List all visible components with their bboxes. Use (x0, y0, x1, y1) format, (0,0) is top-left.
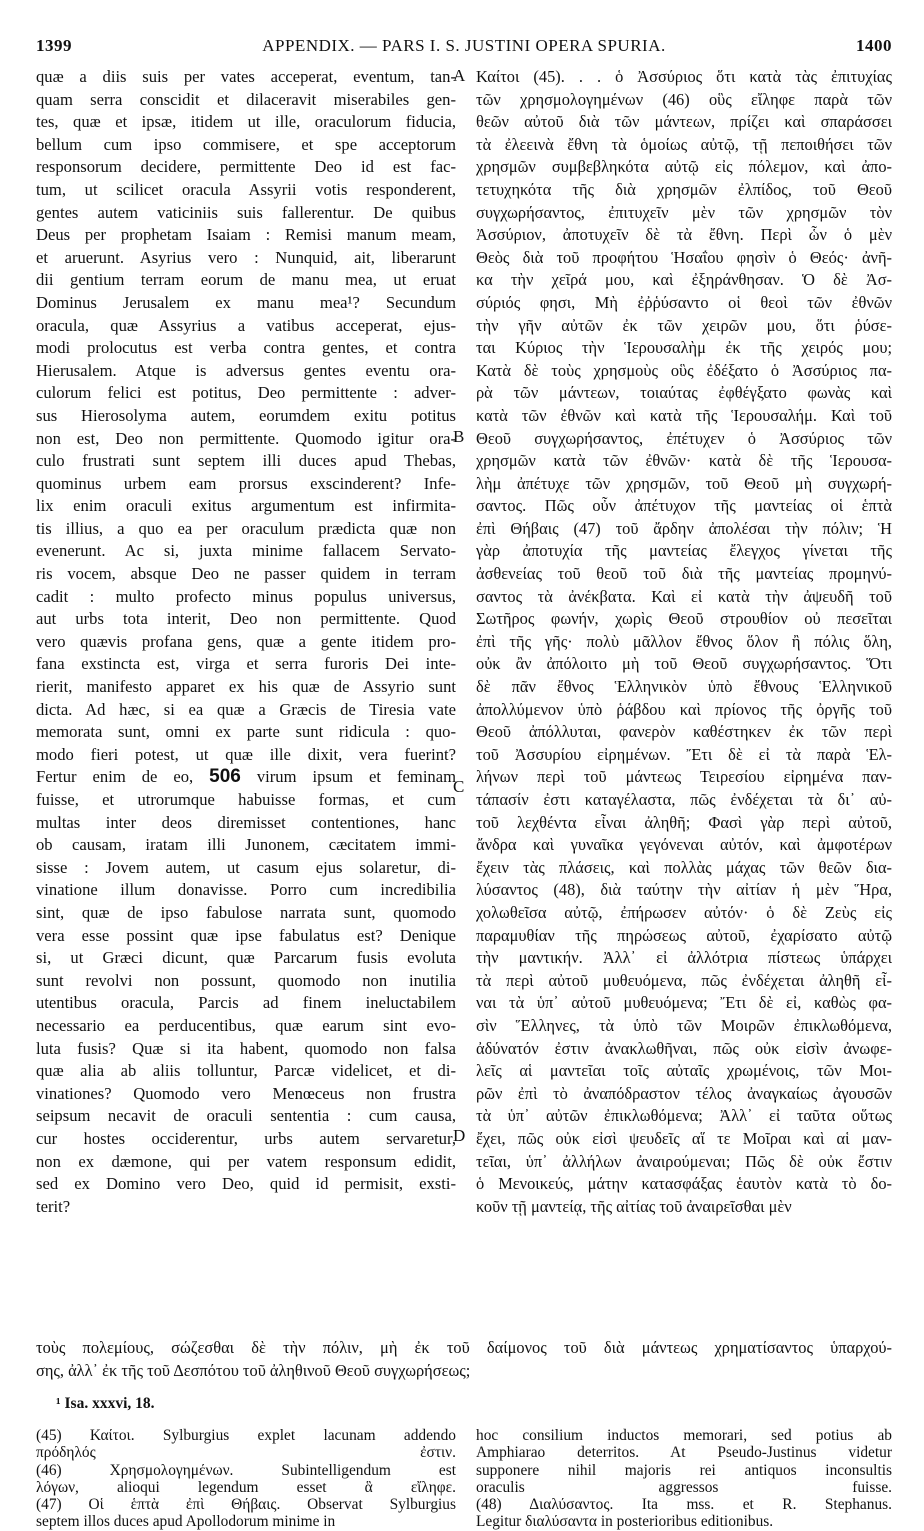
latin-text-line: oracula, quæ Assyrius a vatibus acceperat, ejus- (36, 315, 456, 335)
latin-text-line: sint, quæ de ipso fabulose narrata sunt, quomodo (36, 902, 456, 922)
greek-text-line: χολωθεῖσα αὐτῷ, ἐπήρωσεν αὐτόν· ὁ δὲ Ζεὺς εἰς (476, 902, 892, 922)
greek-column (476, 66, 892, 1218)
footnote-line: (47) Οἱ ἑπτὰ ἐπὶ Θήβαις. Observat Sylburgius (36, 1496, 456, 1514)
latin-column (36, 66, 456, 1218)
greek-text-line: τὴν μαντικήν. Ἀλλ᾽ εἰ ἀλλότρια πίστεως ὑπάρχει (476, 948, 892, 968)
latin-text-line: cadit : multo profecto minus populus universus, (36, 586, 456, 606)
greek-text-line: Κατὰ δὲ τοὺς χρησμοὺς οὓς ἐδέξατο ὁ Ἀσσύριος πα- (476, 360, 892, 380)
footnote-line: (46) Χρησμολογημένων. Subintelligendum est (36, 1461, 456, 1479)
margin-marker-c: C (453, 777, 465, 796)
page-number-right: 1400 (856, 36, 892, 55)
latin-text-line: modi prolocutus est verba contra gentes, et contra (36, 338, 456, 358)
latin-text-segment: virum ipsum et feminam (256, 767, 456, 787)
latin-text-line: non est, Deo non permittente. Quomodo igitur ora- (36, 428, 456, 448)
greek-text-line: ται Κύριος τὴν Ἱερουσαλὴμ ἐκ τῆς χειρός μου; (476, 338, 892, 358)
latin-text-line: tis illius, a quo ea per oraculum prædicta quæ non (36, 518, 456, 538)
latin-text-line: quæ alia ab aliis tolluntur, Parcæ videlicet, et di- (36, 1061, 456, 1081)
greek-text-line: ἀδύνατόν ἐστιν ἀνακλωθῆναι, πῶς οὐκ εἰσὶν ἀνωφε- (476, 1038, 892, 1058)
latin-text-line: vero quævis profana gens, quæ a gente itidem pro- (36, 631, 456, 651)
footnote-line: septem illos duces apud Apollodorum minime in (36, 1513, 336, 1531)
latin-text-line: vinatione illum donavisse. Porro cum incredibilia (36, 880, 456, 900)
latin-text-line: evenerunt. Ac si, juxta minime fallacem Servato- (36, 541, 456, 561)
footnotes-right (476, 1427, 892, 1531)
footnote-line: λόγων, alioqui legendum esset ἃ εἴληφε. (36, 1478, 456, 1496)
latin-text-line: quominus urbem eam prorsus exscinderent? Infe- (36, 473, 456, 493)
greek-text-line: κοῦν τῇ μαντείᾳ, τῆς αἰτίας τοῦ ἀναιρεῖσθαι μὲν (476, 1196, 792, 1216)
greek-text-line: Θεοῦ συγχωρήσαντος, ἐπέτυχεν ὁ Ἀσσύριος τῶν (476, 428, 892, 448)
latin-text-line: tes, quæ et ipsæ, itidem ut ille, oraculorum fiducia, (36, 112, 456, 132)
greek-text-line: ἀπολλύμενον ὑπὸ ῥάβδου καὶ πρίονος τῆς ὀργῆς τοῦ (476, 699, 892, 719)
greek-text-line: κατὰ τῶν ἐθνῶν καὶ κατὰ τῆς Ἱερουσαλήμ. Καὶ τοῦ (476, 405, 892, 425)
footnote-line: hoc consilium inductos memorari, sed potius ab (476, 1427, 892, 1444)
greek-text-line: ναι τὰ ὑπ᾽ αὐτοῦ μυθευόμενα; Ἔτι δὲ εἰ, καθὼς φα- (476, 993, 892, 1013)
latin-text-line: vinationes? Quomodo vero Menœceus non frustra (36, 1083, 456, 1103)
latin-text-line: sus Hierosolyma autem, eorumdem exitu potitus (36, 405, 456, 425)
latin-text-line: utentibus oracula, Parcis ad finem ineluctabilem (36, 993, 456, 1013)
latin-text-segment: Fertur enim de eo, (36, 767, 194, 787)
greek-text-line: ἐπὶ τῆς γῆς· πολὺ μᾶλλον ἔθνος ὅλον ἢ πόλις ὅλη, (476, 631, 892, 651)
greek-text-line: συγχωρήσαντος, ἐπιτυχεῖν μὲν τῶν χρησμῶν τὸν (476, 202, 892, 222)
latin-text-line: gentes autem vaticiniis suis fallerentur. De quibus (36, 202, 456, 222)
latin-text-line: seipsum necavit de oraculi sententia : cum causa, (36, 1106, 456, 1126)
latin-text-line: quam serra conscidit et dilaceravit miserabiles gen- (36, 89, 456, 109)
footnotes-left (36, 1427, 456, 1531)
greek-text-line: ρῶν ἐπὶ τὸ ἀναπόδραστον τέλος ἀναγκαίως ἀγουσῶν (476, 1083, 892, 1103)
greek-text-line: τάπασίν ἐστι καταγέλαστα, πῶς ἐνδέχεται τὰ δι᾽ αὐ- (476, 790, 892, 809)
greek-text-line: Θεοῦ ἀπόλλυται, φανερὸν καθέστηκεν ἐκ τῶν περὶ (476, 722, 892, 742)
footnote-line: (48) Διαλύσαντος. Ita mss. et R. Stephanus. (476, 1496, 892, 1514)
latin-text-line: fana exstincta est, virga et serra furoris Dei inte- (36, 654, 456, 674)
greek-text-line: τὰ ἐλεεινὰ ἔθνη τὰ ὁμοίως αὐτῷ, τῇ πεποιθήσει τῶν (476, 134, 892, 154)
greek-text-line: παραμυθίαν τῆς πηρώσεως αὐτοῦ, ἐχαρίσατο αὐτῷ (476, 925, 892, 945)
latin-text-line: quæ a diis suis per vates acceperat, eventum, tan- (36, 67, 456, 86)
latin-text-line: necessario ea perducentibus, quæ earum sint evo- (36, 1015, 456, 1035)
greek-text-line: ἀσθενείας τοῦ θεοῦ τοῦ διὰ τῆς μαντείας προμηνύ- (476, 564, 892, 584)
full-width-text (36, 1337, 892, 1382)
greek-text-line: σὶν Ἕλληνες, τὰ ὑπὸ τῶν Μοιρῶν ἐπικλωθόμενα, (476, 1015, 892, 1035)
greek-text-line: Θεὸς διὰ τοῦ προφήτου Ἡσαΐου φησὶν ὁ Θεός· ἀνῆ- (476, 247, 892, 267)
greek-text-line: λεῖς αἱ μαντεῖαι τοῖς αὐταῖς χρωμένοις, τῶν Μοι- (476, 1061, 892, 1081)
latin-text-line: vera esse possint quæ ipse fabulatus est? Denique (36, 925, 456, 945)
greek-text-line: σης, ἀλλ᾽ ἐκ τῆς τοῦ Δεσπότου τοῦ ἀληθινοῦ Θεοῦ συγχωρήσεως; (36, 1360, 471, 1380)
greek-text-line: σαντος τὰ ἀνέκβατα. Καὶ εἰ κατὰ τὴν ἀψευδῆ τοῦ (476, 586, 892, 606)
latin-text-line: ob causam, iratam illi Junonem, cæcitatem immi- (36, 835, 456, 855)
page-number-left: 1399 (36, 36, 72, 55)
latin-text-line: rierit, manifesto apparet ex his quæ de Assyrio sunt (36, 677, 456, 697)
greek-text-line: χρησμῶν συμβεβληκότα αὐτῷ εἰς πόλεμον, καὶ ἀπο- (476, 157, 892, 177)
latin-text-line: modo fieri potest, ut quæ ille dixit, vera fuerint? (36, 744, 456, 764)
latin-text-line: culorum felici est potitus, Deo permittente : adver- (36, 383, 456, 403)
latin-text-line: Dominus Jerusalem ex manu mea¹? Secundum (36, 292, 456, 312)
margin-marker-a: A (453, 66, 466, 85)
latin-text-line: cur hostes occiderentur, urbs autem servaretur, (36, 1128, 456, 1148)
greek-text-line: λὴμ ἀπέτυχε τῶν χρησμῶν, τοῦ Θεοῦ μὴ συγχωρή- (476, 473, 892, 493)
footnote-line: Legitur διαλύσαντα in posterioribus editionibus. (476, 1513, 774, 1531)
latin-text-line: et aruerunt. Asyrius vero : Nunquid, ait, liberarunt (36, 247, 456, 267)
running-title: APPENDIX. — PARS I. S. JUSTINI OPERA SPURIA. (262, 36, 666, 55)
greek-text-line: σαντος. Πῶς οὖν ἀπέτυχον τῆς μαντείας οἱ ἑπτὰ (476, 496, 892, 516)
greek-text-line: ρὰ τῶν μάντεων, τοιαύτας ἐφθέγξατο φωνὰς καὶ (476, 383, 892, 403)
latin-text-line: Hierusalem. Atque is adversus gentes eventu ora- (36, 360, 456, 380)
latin-text-line: terit? (36, 1196, 71, 1216)
greek-text-line: λήνων περὶ τοῦ μάντεως Τειρεσίου εἰρημένα παν- (476, 767, 892, 787)
latin-text-line: sunt revolvi non possunt, quomodo non inutilia (36, 970, 456, 990)
latin-text-line: fuisse, et utrorumque habuisse formas, et cum (36, 790, 456, 809)
greek-text-line: τεῖαι, ὑπ᾽ ἀλλήλων ἀναιρούμεναι; Πῶς δὲ οὐκ ἔστιν (476, 1151, 892, 1171)
footnote-line: Amphiarao deterritos. At Pseudo-Justinus videtur (476, 1444, 892, 1462)
footnote-line: (45) Καίτοι. Sylburgius explet lacunam addendo (36, 1427, 456, 1444)
latin-text-line: tum, ut scilicet oracula Assyrii votis responderent, (36, 179, 456, 199)
greek-text-line: γὰρ ἀποτυχία τῆς μαντείας ἔλεγχος γίνεται τῆς (476, 541, 892, 561)
latin-text-line: non ex dæmone, qui per vatem responsum edidit, (36, 1151, 456, 1171)
margin-marker-b: B (453, 427, 465, 446)
greek-text-line: ὁ Μενοικεύς, μάτην κατασφάξας ἑαυτὸν κατὰ τὸ δο- (476, 1174, 892, 1194)
latin-text-line: ris vocem, absque Deo ne passer quidem in terram (36, 564, 456, 584)
greek-text-line: σύριός φησι, Μὴ ἐῤῥύσαντο οἱ θεοὶ τῶν ἐθνῶν (476, 292, 892, 312)
latin-text-line: sisse : Jovem autem, ut casum ejus solaretur, di- (36, 857, 456, 877)
latin-text-line: multas inter deos diremisset contentiones, hanc (36, 812, 456, 832)
greek-text-line: ἔχει, πῶς οὐκ εἰσὶ ψευδεῖς αἵ τε Μοῖραι καὶ αἱ μαν- (476, 1128, 892, 1148)
greek-text-line: τοῦ Ἀσσυρίου εἰρημένων. Ἔτι δὲ εἰ τὰ παρὰ Ἑλ- (476, 744, 892, 764)
latin-text-line: dii gentium terram eorum de manu mea, ut eruat (36, 270, 456, 290)
greek-text-line: τοῦ λεχθέντα εἶναι ἀληθῆ; Φασὶ γὰρ περὶ αὐτοῦ, (476, 812, 892, 832)
greek-text-line: θεῶν αὐτοῦ διὰ τῶν μάντεων, πρίζει καὶ σπαράσσει (476, 112, 892, 132)
latin-text-line: culo frustrati sunt septem illi duces apud Thebas, (36, 451, 456, 471)
latin-text-line: responsorum decidere, permittente Deo id est fac- (36, 157, 456, 177)
footnote-line: supponere nihil majoris rei antiquos inconsultis (476, 1461, 892, 1479)
latin-text-line: dicta. Ad hæc, si ea quæ a Græcis de Tiresia vate (36, 699, 456, 719)
greek-text-line: τετυχηκότα τῆς διὰ χρησμῶν ἐλπίδος, τοῦ Θεοῦ (476, 179, 892, 199)
greek-text-line: τῶν χρησμολογημένων (46) οὓς εἴληφε παρὰ τῶν (476, 89, 892, 109)
latin-text-line: sed ex Domino vero Deo, quid id permisit, exsti- (36, 1174, 456, 1194)
greek-text-line: ἄνδρα καὶ γυναῖκα γεγόνεναι αὐτόν, καὶ ἀμφοτέρων (476, 835, 892, 855)
latin-text-line: luta fusis? Quæ si ita habent, quomodo non falsa (36, 1038, 456, 1058)
greek-text-line: ἔχειν τὰς πλάσεις, καὶ πολλὰς μάχας τῶν θεῶν δια- (476, 857, 892, 877)
greek-text-line: τὰ ὑπ᾽ αὐτῶν ἐπικλωθόμενα; Ἀλλ᾽ εἰ ταῦτα οὕτως (476, 1106, 892, 1126)
greek-text-line: τὴν γῆν αὐτῶν ἐκ τῶν χειρῶν μου, ὅτι ῥύσε- (476, 315, 892, 335)
latin-text-line: memorata sunt, omni ex parte sunt ridicula : quo- (36, 722, 456, 742)
greek-text-line: τοὺς πολεμίους, σώζεσθαι δὲ τὴν πόλιν, μὴ ἐκ τοῦ δαίμονος τοῦ διὰ μάντεως χρηματίσαντος ὑπαρχού- (36, 1338, 892, 1357)
greek-text-line: Ἀσσύριον, ἀποτυχεῖν δὲ τὰ ἔθνη. Περὶ ὧν ὁ μὲν (476, 225, 892, 245)
greek-text-line: λύσαντος (48), διὰ ταύτην τὴν αἰτίαν ἡ μὲν Ἥρα, (476, 880, 892, 900)
latin-text-line: si, ut Græci dicunt, quæ Parcarum fusis evoluta (36, 948, 456, 968)
greek-text-line: Καίτοι (45). . . ὁ Ἀσσύριος ὅτι κατὰ τὰς ἐπιτυχίας (476, 67, 892, 86)
latin-text-line: aut urbs tota interit, Deo non permittente. Quod (36, 609, 456, 629)
greek-text-line: χρησμῶν κατὰ τῶν ἐθνῶν· κατὰ δὲ τῆς Ἱερουσα- (476, 451, 892, 471)
page-header (36, 36, 892, 60)
footnote-line: oraculis aggressos fuisse. (476, 1478, 892, 1496)
greek-text-line: ἐπὶ Θήβαις (47) τοῦ ἄρδην ἀπολέσαι τὴν πόλιν; Ἡ (476, 518, 892, 538)
greek-text-line: τὰ περὶ αὐτοῦ μυθευόμενα, πῶς ἐνδέχεται ἀληθῆ εἶ- (476, 970, 892, 990)
latin-text-line: bellum cum ipso commisere, et spe acceptorum (36, 134, 456, 154)
greek-text-line: κα τὴν χεῖρά μου, καὶ ἐξηράνθησαν. Ὁ δὲ Ἀσ- (476, 270, 892, 290)
latin-text-line: lix enim oraculi exitus argumentum est infirmita- (36, 496, 456, 516)
column-number: 506 (209, 766, 241, 788)
greek-text-line: δὲ πᾶν ἔθνος Ἑλληνικὸν ὑπὸ ἔθνους Ἑλληνικοῦ (476, 677, 892, 697)
latin-text-line (36, 766, 456, 789)
greek-text-line: Σωτῆρος φωνήν, χωρὶς Θεοῦ στρουθίον οὐ πεσεῖται (476, 609, 892, 629)
greek-text-line: οὐκ ἂν ἀπόλοιτο μὴ τοῦ Θεοῦ συγχωρήσαντος. Ὅτι (476, 654, 892, 674)
margin-marker-d: D (453, 1126, 466, 1145)
latin-text-line: Deus per prophetam Isaiam : Remisi manum meam, (36, 225, 456, 245)
footnote-line: πρόδηλός ἐστιν. (36, 1444, 456, 1462)
scripture-reference-note: ¹ Isa. xxxvi, 18. (56, 1395, 155, 1412)
